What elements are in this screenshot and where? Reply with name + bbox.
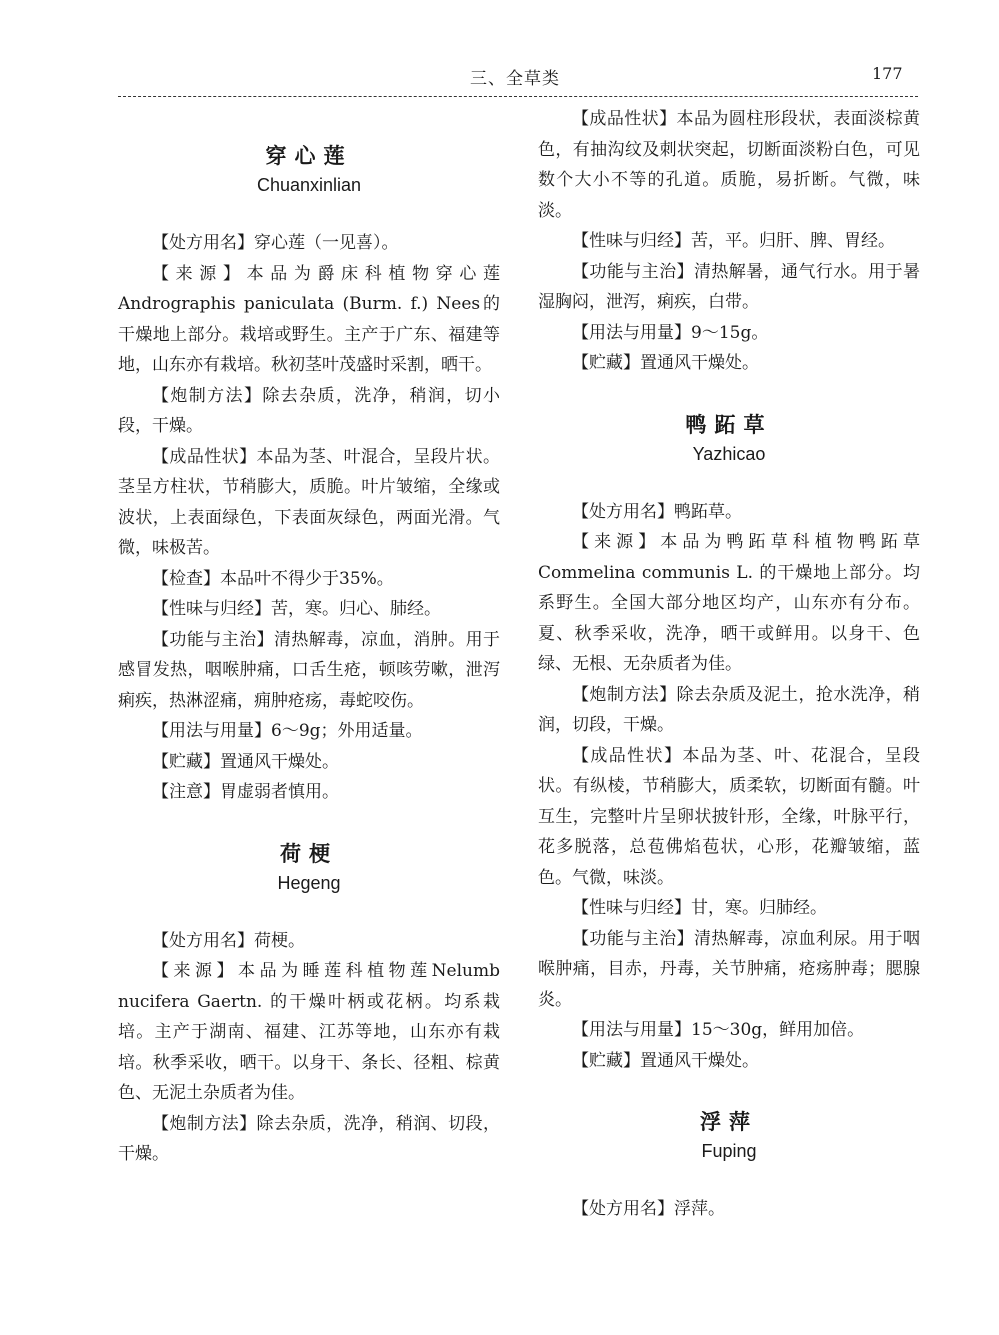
paragraph: 【成品性状】本品为圆柱形段状，表面淡棕黄色，有抽沟纹及刺状突起，切断面淡粉白色，可见数个大小不等的孔道。质脆，易折断。气微，味淡。 <box>538 109 920 221</box>
paragraph: 【功能与主治】清热解毒，凉血，消肿。用于感冒发热，咽喉肿痛，口舌生疮，顿咳劳嗽，泄泻痢疾，热淋涩痛，痈肿疮疡，毒蛇咬伤。 <box>118 629 500 711</box>
paragraph: 【功能与主治】清热解毒，凉血利尿。用于咽喉肿痛，目赤，丹毒，关节肿痛，疮疡肿毒；腮腺炎。 <box>538 928 920 1010</box>
right-column <box>538 100 920 1225</box>
paragraph: 【贮藏】置通风干燥处。 <box>572 1050 759 1071</box>
paragraph: 【检查】本品叶不得少于35%。 <box>152 568 394 589</box>
paragraph: 【贮藏】置通风干燥处。 <box>152 751 339 772</box>
paragraph: 【来源】本品为睡莲科植物莲Nelumb nucifera Gaertn. 的干燥叶柄或花柄。均系栽培。主产于湖南、福建、江苏等地，山东亦有栽培。秋季采收，晒干。以身干、条长、径粗、棕黄色、无泥土杂质者为佳。 <box>118 961 500 1103</box>
paragraph: 【处方用名】浮萍。 <box>572 1199 725 1219</box>
header-divider <box>118 96 918 97</box>
paragraph: 【成品性状】本品为茎、叶、花混合，呈段状。有纵棱，节稍膨大，质柔软，切断面有髓。叶互生，完整叶片呈卵状披针形，全缘，叶脉平行，花多脱落，总苞佛焰苞状，心形，花瓣皱缩，蓝色。气微，味淡。 <box>538 745 920 888</box>
paragraph: 【性味与归经】苦，平。归肝、脾、胃经。 <box>572 231 895 251</box>
paragraph: 【炮制方法】除去杂质及泥土，抢水洗净，稍润，切段，干燥。 <box>538 684 920 735</box>
left-column <box>118 100 500 1170</box>
paragraph: 【贮藏】置通风干燥处。 <box>572 353 759 373</box>
entry-title-yazhicao: 鸭跖草 <box>685 412 773 437</box>
paragraph: 【处方用名】鸭跖草。 <box>572 501 742 522</box>
entry-title-fuping: 浮萍 <box>700 1110 758 1134</box>
paragraph: 【成品性状】本品为茎、叶混合，呈段片状。茎呈方柱状，节稍膨大，质脆。叶片皱缩，全缘或波状，上表面绿色，下表面灰绿色，两面光滑。气微，味极苦。 <box>118 446 500 558</box>
section-title: 三、全草类 <box>470 69 560 89</box>
page-number: 177 <box>872 64 903 83</box>
paragraph: 【炮制方法】除去杂质，洗净，稍润，切小段，干燥。 <box>118 385 500 436</box>
paragraph: 【处方用名】荷梗。 <box>152 930 305 951</box>
entry-pinyin-yazhicao: Yazhicao <box>692 443 766 464</box>
entry-pinyin-chuanxinlian: Chuanxinlian <box>256 175 362 195</box>
paragraph: 【用法与用量】9～15g。 <box>572 322 769 343</box>
paragraph: 【功能与主治】清热解暑，通气行水。用于暑湿胸闷，泄泻，痢疾，白带。 <box>538 261 920 312</box>
entry-title-hegeng: 荷梗 <box>280 841 338 866</box>
paragraph: 【来源】本品为爵床科植物穿心莲Andrographis paniculata (Burm. f.) Nees的干燥地上部分。栽培或野生。主产于广东、福建等地，山东亦有栽培。秋初茎叶茂盛时采割，晒干。 <box>118 263 500 375</box>
entry-pinyin-fuping: Fuping <box>701 1141 757 1161</box>
paragraph: 【来源】本品为鸭跖草科植物鸭跖草Commelina communis L. 的干燥地上部分。均系野生。全国大部分地区均产，山东亦有分布。夏、秋季采收，洗净，晒干或鲜用。以身干、色绿、无根、无杂质者为佳。 <box>538 532 920 674</box>
paragraph: 【性味与归经】苦，寒。归心、肺经。 <box>152 599 441 619</box>
paragraph: 【性味与归经】甘，寒。归肺经。 <box>572 898 827 918</box>
entry-pinyin-hegeng: Hegeng <box>277 872 341 893</box>
entry-title-chuanxinlian: 穿心莲 <box>265 144 353 168</box>
paragraph: 【炮制方法】除去杂质，洗净，稍润、切段，干燥。 <box>118 1113 500 1164</box>
paragraph: 【处方用名】穿心莲（一见喜）。 <box>152 233 399 253</box>
paragraph: 【用法与用量】6～9g；外用适量。 <box>152 721 423 741</box>
paragraph: 【用法与用量】15～30g，鲜用加倍。 <box>572 1020 865 1040</box>
paragraph: 【注意】胃虚弱者慎用。 <box>152 782 339 802</box>
